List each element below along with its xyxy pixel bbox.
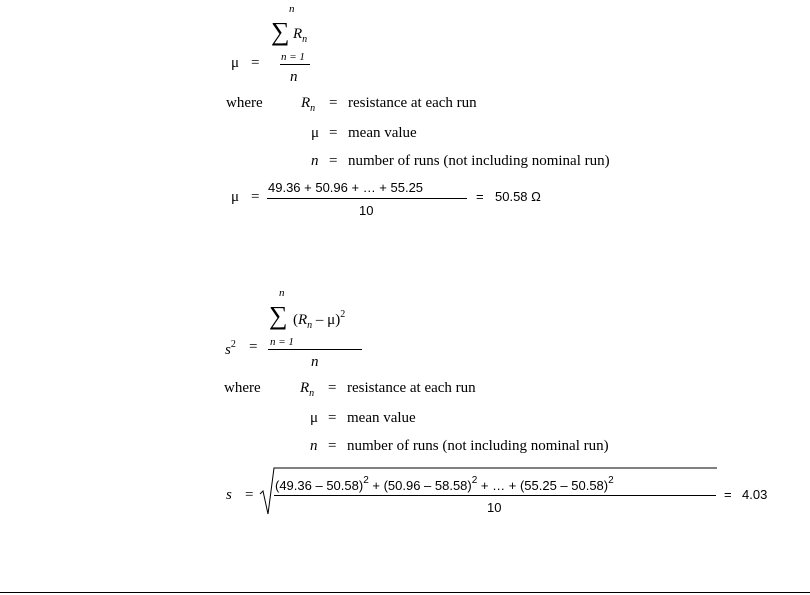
variance-sum-lower: n = 1 <box>270 336 294 348</box>
variance-sum-symbol: ∑ <box>269 301 288 330</box>
std-dev-lhs: s <box>226 487 232 503</box>
std-dev-denominator: 10 <box>487 500 502 515</box>
variance-def-desc-2: number of runs (not including nominal run) <box>347 438 609 454</box>
mean-calc-lhs: μ <box>231 189 240 205</box>
variance-def-desc-0: resistance at each run <box>347 380 476 396</box>
mean-def-eq-1: = <box>329 125 338 141</box>
mean-def-desc-1: mean value <box>348 125 417 141</box>
mean-def-eq-0: = <box>329 95 338 111</box>
mean-equals: = <box>251 55 260 71</box>
mean-def-symbol-0: $R_n$ <box>301 95 316 114</box>
mean-sum-symbol: ∑ <box>271 17 290 46</box>
mean-calc-denominator: 10 <box>359 203 374 218</box>
page-bottom-rule <box>0 592 810 593</box>
mean-def-symbol-2: n <box>311 153 319 169</box>
variance-fraction-bar <box>268 349 362 350</box>
variance-sum-term: $(R_n - \mu)^2$ <box>293 309 346 331</box>
variance-def-eq-1: = <box>328 410 337 426</box>
mean-sum-lower: n = 1 <box>281 51 305 63</box>
variance-equals: = <box>249 339 258 355</box>
std-dev-equals-2: = <box>724 487 732 502</box>
variance-lhs: $s^2$ <box>225 339 236 358</box>
mean-calc-equals: = <box>251 189 260 205</box>
mean-def-symbol-1: μ <box>311 125 320 141</box>
variance-def-eq-2: = <box>328 438 337 454</box>
variance-def-symbol-0: $R_n$ <box>300 380 315 399</box>
mean-fraction-bar <box>280 64 310 65</box>
mean-lhs: μ <box>231 55 240 71</box>
mean-calc-equals-2: = <box>476 189 484 204</box>
variance-denominator: n <box>311 354 319 370</box>
mean-sum-term: $R_n$ <box>293 26 308 45</box>
mean-calc-fraction-bar <box>267 198 467 199</box>
std-dev-numerator: (49.36 – 50.58)$^2$ + (50.96 – 58.58)$^2$ + … + (55.25 – 50.58)$^2$ <box>275 475 614 493</box>
std-dev-fraction-bar <box>274 495 716 496</box>
mean-def-desc-2: number of runs (not including nominal run) <box>348 153 610 169</box>
mean-denominator: n <box>290 69 298 85</box>
mean-where-word: where <box>226 95 263 111</box>
variance-def-symbol-1: μ <box>310 410 319 426</box>
variance-def-symbol-2: n <box>310 438 318 454</box>
mean-calc-numerator: 49.36 + 50.96 + … + 55.25 <box>268 180 424 195</box>
mean-sum-upper: n <box>289 3 295 15</box>
variance-def-eq-0: = <box>328 380 337 396</box>
mean-def-eq-2: = <box>329 153 338 169</box>
variance-where-word: where <box>224 380 261 396</box>
mean-def-desc-0: resistance at each run <box>348 95 477 111</box>
variance-sum-upper: n <box>279 287 285 299</box>
std-dev-result: 4.03 <box>742 487 768 502</box>
variance-def-desc-1: mean value <box>347 410 416 426</box>
mean-calc-result: 50.58 Ω <box>495 189 541 204</box>
std-dev-equals: = <box>245 487 254 503</box>
